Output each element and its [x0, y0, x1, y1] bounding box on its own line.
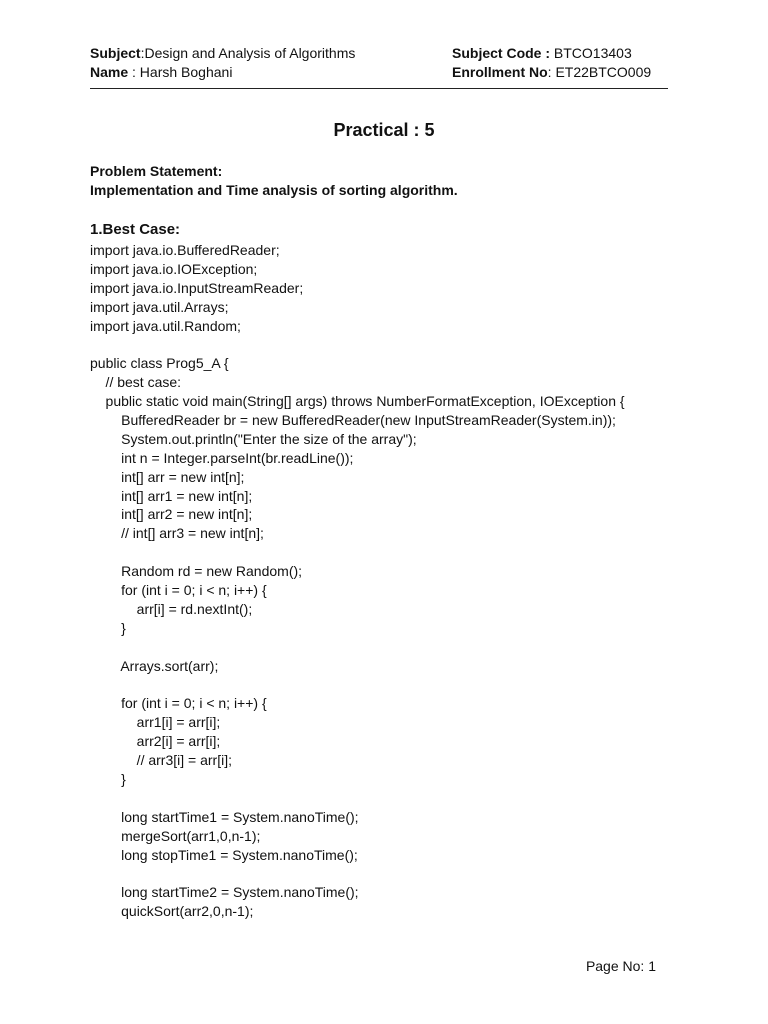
- code-line: for (int i = 0; i < n; i++) {: [90, 582, 267, 599]
- code-line: public static void main(String[] args) throws NumberFormatException, IOException {: [90, 393, 625, 410]
- code-line: mergeSort(arr1,0,n-1);: [90, 827, 261, 844]
- code-line: int[] arr = new int[n];: [90, 468, 245, 485]
- code-line: int[] arr2 = new int[n];: [90, 506, 253, 523]
- document-header: [90, 44, 668, 89]
- header-row-1: [90, 44, 668, 63]
- code-line: int n = Integer.parseInt(br.readLine());: [90, 449, 354, 466]
- code-line: import java.io.BufferedReader;: [90, 242, 280, 258]
- enrollment-value: : ET22BTCO009: [547, 64, 652, 80]
- problem-statement-text: Implementation and Time analysis of sorting algorithm.: [90, 182, 458, 198]
- code-line: import java.util.Random;: [90, 317, 241, 334]
- subject-code-field: [452, 44, 632, 63]
- code-line: [90, 638, 690, 657]
- code-line: Random rd = new Random();: [90, 563, 303, 580]
- code-line: import java.io.IOException;: [90, 260, 258, 277]
- code-line: [90, 864, 690, 883]
- name-field: [90, 63, 232, 82]
- code-line: Arrays.sort(arr);: [90, 657, 219, 674]
- problem-statement-heading: Problem Statement:: [90, 163, 223, 179]
- header-row-2: [90, 63, 668, 82]
- name-value: : Harsh Boghani: [128, 64, 233, 80]
- code-line: import java.util.Arrays;: [90, 298, 229, 315]
- code-line: System.out.println("Enter the size of the array");: [90, 430, 417, 447]
- code-line: long startTime2 = System.nanoTime();: [90, 884, 359, 901]
- code-line: [90, 335, 690, 354]
- code-line: int[] arr1 = new int[n];: [90, 487, 253, 504]
- page-title: Practical : 5: [333, 120, 435, 140]
- code-line: arr1[i] = arr[i];: [90, 714, 221, 731]
- code-line: }: [90, 770, 126, 787]
- document-body: [90, 162, 690, 921]
- code-line: // best case:: [90, 374, 182, 391]
- code-line: import java.io.InputStreamReader;: [90, 279, 304, 296]
- section-heading: 1.Best Case:: [90, 221, 181, 238]
- code-line: for (int i = 0; i < n; i++) {: [90, 695, 267, 712]
- code-line: public class Prog5_A {: [90, 355, 229, 372]
- enrollment-label: Enrollment No: [452, 64, 548, 80]
- subject-label: Subject: [90, 45, 141, 61]
- code-block: [90, 241, 690, 921]
- code-line: [90, 675, 690, 694]
- code-line: BufferedReader br = new BufferedReader(new InputStreamReader(System.in));: [90, 412, 616, 429]
- code-line: long stopTime1 = System.nanoTime();: [90, 846, 358, 863]
- code-line: arr2[i] = arr[i];: [90, 733, 221, 750]
- subject-value: :Design and Analysis of Algorithms: [140, 45, 356, 61]
- code-line: [90, 543, 690, 562]
- enrollment-field: [452, 63, 651, 82]
- code-line: }: [90, 619, 126, 636]
- subject-code-value: BTCO13403: [550, 45, 632, 61]
- subject-field: [90, 44, 355, 63]
- name-label: Name: [90, 64, 129, 80]
- code-line: quickSort(arr2,0,n-1);: [90, 903, 254, 920]
- subject-code-label: Subject Code :: [452, 45, 551, 61]
- code-line: [90, 789, 690, 808]
- code-line: long startTime1 = System.nanoTime();: [90, 808, 359, 825]
- code-line: arr[i] = rd.nextInt();: [90, 600, 253, 617]
- code-line: // int[] arr3 = new int[n];: [90, 525, 264, 542]
- page-number: Page No: 1: [585, 958, 656, 974]
- code-line: // arr3[i] = arr[i];: [90, 752, 232, 769]
